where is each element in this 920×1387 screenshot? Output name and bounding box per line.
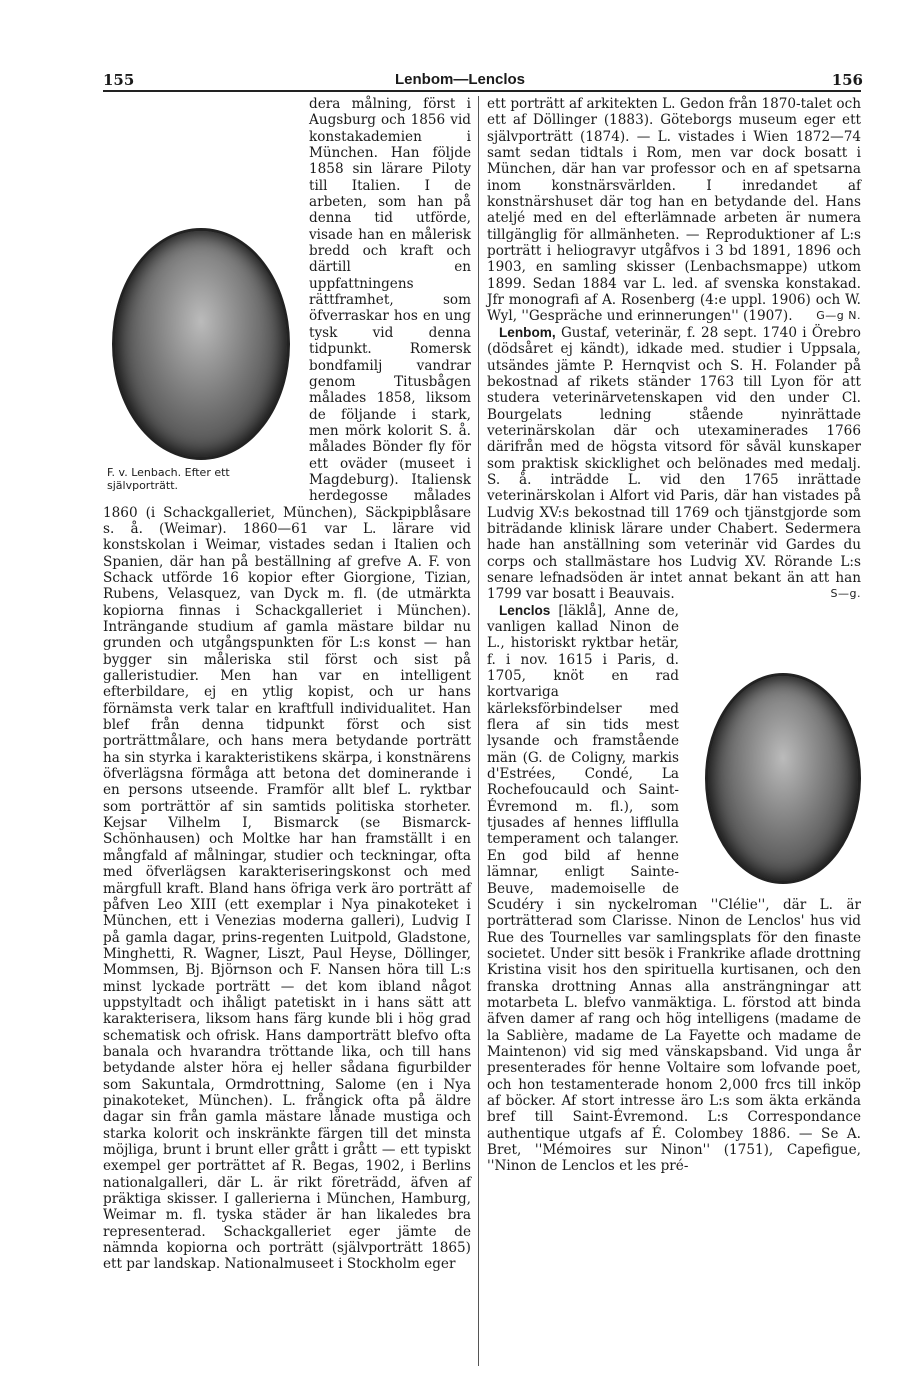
signature-gn: G—g N. <box>816 309 861 323</box>
lenbom-text: Gustaf, veterinär, f. 28 sept. 1740 i Örebro (dödsåret ej kändt), idkade med. studier i Uppsala, utsändes jämte P. Hernqvist och S. H. Folander på bekostnad af rikets ständer 1763 till Lyon för att studera veterinärvetenskapen vid den under Cl. Bourgelats ledning stående nyinrättade veterinärskolan där och utexaminerades 1766 därifrån med de högsta vitsord för såväl kunskaper som praktisk skicklighet och belönades med medalj. S. å. inträdde L. vid den 1765 inrättade veterinärskolan i Alfort vid Paris, där han vistades på Ludvig XV:s bekostnad till 1769 och tjänstgjorde som biträdande klinisk lärare under Chabert. Sedermera hade han anställning som veterinär vid Gardes du corps och stallmästare hos Ludvig XV. Rörande L:s senare lefnadsöden är intet annat bekant än att han 1799 var bosatt i Beauvais. <box>487 324 861 603</box>
lenbom-article <box>487 325 861 603</box>
lenbach-caption: F. v. Lenbach. Efter ett självporträtt. <box>107 466 230 492</box>
lenbach-portrait-image <box>112 228 290 460</box>
left-column <box>103 96 471 1273</box>
signature-sg: S—g. <box>830 587 861 601</box>
lenbach-article-continued <box>487 96 861 325</box>
lenclos-text: [läklå], Anne de, vanligen kallad Ninon de L., historiskt ryktbar hetär, f. i nov. 1615 i Paris, d. 1705, knöt en rad kortvariga kärleksförbindelser med flera af sin tids mest lysande och framstående män (G. de Coligny, markis d'Estrées, Condé, La Rochefoucauld och Saint-Évremond m. fl.), som tjusades af hennes lifflulla temperament och talanger. En god bild af henne lämnar, enligt Sainte-Beuve, mademoiselle de Scudéry i sin nyckelroman ''Clélie'', där L. är porträtterad som Clarisse. Ninon de Lenclos' hus vid Rue des Tournelles var samlingsplats för den finaste societet. Under sitt besök i Frankrike aflade drottning Kristina visit hos den spirituella kurtisanen, och den franska drottning Annas alla ansträngningar att motarbeta L. blefvo vanmäktiga. L. förstod att binda äfven damer af rang och hög intelligens (madame de la Sablière, madame de La Fayette och madame de Maintenon) vid sig med vänskapsband. Vid unga år presenterades för henne Voltaire som lofvande poet, och hon testamenterade honom 2,000 frcs till inköp af böcker. Af stort intresse äro L:s som äkta erkända bref till Saint-Évremond. L:s Correspondance authentique utgafs af É. Colombey 1886. — Se A. Bret, ''Mémoires sur Ninon'' (1751), Capefigue, ''Ninon de Lenclos et les pré- <box>487 602 861 1175</box>
ninon-figure <box>689 647 861 890</box>
lenbach-figure <box>103 192 299 492</box>
lenbach-article-text: dera målning, först i Augsburg och 1856 vid konstakademien i München. Han följde 1858 sin lärare Piloty till Italien. I de arbeten, som han på denna tid utförde, visade han en målerisk bredd och kraft och därtill en uppfattningens rättframhet, som öfverraskar hos en ung tysk vid denna tidpunkt. Romersk bondfamilj vandrar genom Titusbågen målades 1858, liksom de följande i stark, men mörk kolorit S. å. målades Bönder fly för ett oväder (museet i Magdeburg). Italiensk herdegosse målades 1860 (i Schackgalleriet, München), Säckpipblåsare s. å. (Weimar). 1860—61 var L. lärare vid konstskolan i Weimar, vistades sedan i Italien och Spanien, där han på beställning af grefve A. F. von Schack utförde 16 kopior efter Giorgione, Tizian, Rubens, Velasquez, van Dyck m. fl. (de utmärkta kopiorna finnas i Schackgalleriet i München). Inträngande studium af gamla mästare bildar nu grunden och utgångspunkten för L:s konst — han bygger sin måleriska stil först och sist på galleristudier. Men han var en intelligent efterbildare, ej en ytlig kopist, och ur hans förnämsta verk talar en kraftfull individualitet. Han blef från denna tidpunkt först och sist porträttmålare, och hans mera betydande porträtt ha sin styrka i karakteristikens skärpa, i konstnärens öfverlägsna förmåga att betona det dominerande i en persons utseende. Framför allt blef L. ryktbar som porträttör af sin samtids politiska storheter. Kejsar Vilhelm I, Bismarck (se Bismarck-Schönhausen) och Moltke har han framställt i en mångfald af målningar, studier och teckningar, ofta med öfverlägsen karakteriseringskonst och med märgfull kraft. Bland hans öfriga verk äro porträtt af påfven Leo XIII (ett exemplar i Nya pinakoteket i München, ett i Venezias moderna galleri), Ludvig I på gamla dagar, prins-regenten Luitpold, Gladstone, Minghetti, R. Wagner, Liszt, Paul Heyse, Döllinger, Mommsen, Bj. Björnson och F. Nansen höra till L:s minst lyckade porträtt — det kom ibland något uppstyltadt och ihåligt patetiskt in i hans sätt att karakterisera, liksom hans färg kunde bli i hög grad schematisk och ofrisk. Hans damporträtt blefvo ofta banala och hvarandra tröttande lika, och till hans betydande alster höra ej heller sådana figurbilder som Sakuntala, Ormdrottning, Salome (en i Nya pinakoteket, München). L. frångick ofta på äldre dagar sin från gamla mästare lånade mustiga och starka kolorit och inskränkte färgen till det minsta möjliga, brunt i brunt eller grått i grått — ett typiskt exempel ger porträttet af R. Begas, 1902, i Berlins nationalgalleri, där L. är rikt företrädd, äfven af präktiga skisser. I gallerierna i München, Hamburg, Weimar m. fl. tyska städer är han likaledes bra representerad. Schackgalleriet eger jämte de nämnda kopiorna och porträtt (självporträtt 1865) ett par landskap. Nationalmuseet i Stockholm eger <box>103 96 471 1273</box>
lenclos-headword: Lenclos <box>499 602 551 618</box>
right-column <box>487 96 861 1175</box>
ninon-portrait-image <box>705 673 861 884</box>
column-divider <box>478 96 479 1366</box>
lenbach-continued-text: ett porträtt af arkitekten L. Gedon från 1870-talet och ett af Döllinger (1883). Göteborgs museum eger ett självporträtt (1874). — L. vistades i Wien 1872—74 samt sedan tidtals i Rom, men var dock bosatt i München, där han var professor och en af spetsarna inom konstnärsvärlden. I inredandet af konstnärshuset där tog han en betydande del. Hans ateljé med en del efterlämnade arbeten är numera tillgänglig för allmänheten. — Reproduktioner af L:s porträtt i heliogravyr utgåfvos i 3 bd 1891, 1896 och 1903, en samling skisser (Lenbachsmappe) utkom 1899. Sedan 1884 var L. led. af svenska konstakad. Jfr monografi af A. Rosenberg (4:e uppl. 1906) och W. Wyl, ''Gespräche und erinnerungen'' (1907). <box>487 96 861 325</box>
running-title: Lenbom—Lenclos <box>394 71 525 88</box>
header-rule <box>103 90 861 92</box>
lenbom-headword: Lenbom, <box>499 324 556 340</box>
page-number-right: 156 <box>831 71 863 89</box>
page-number-left: 155 <box>103 71 135 89</box>
